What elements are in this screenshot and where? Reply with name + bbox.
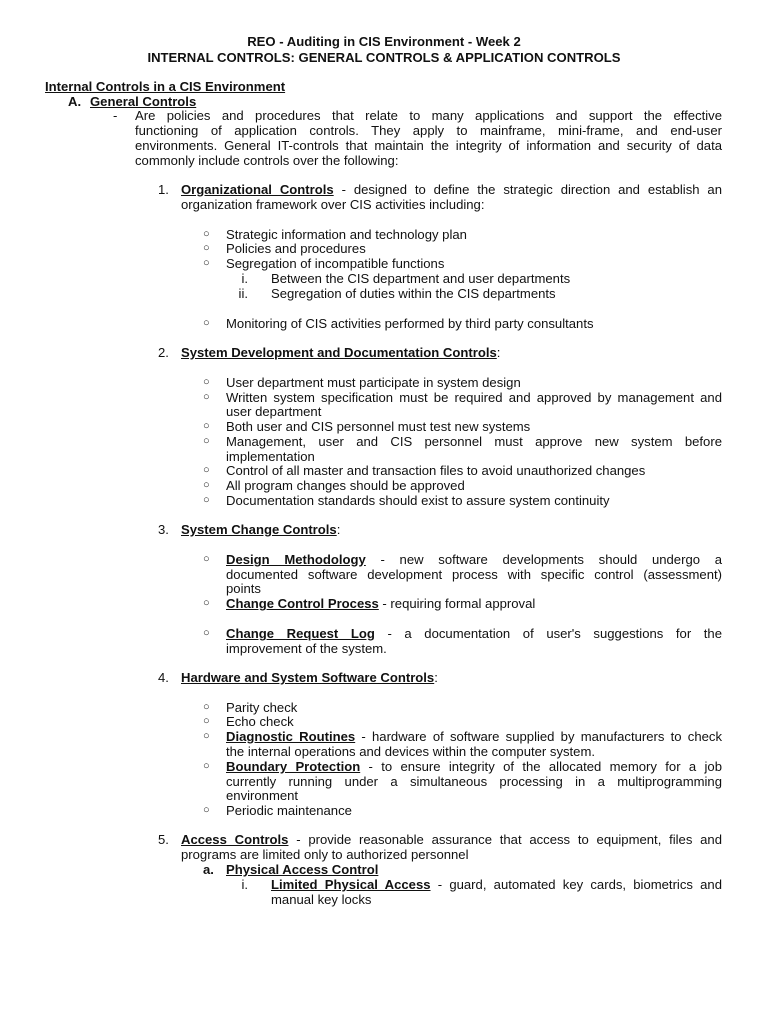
item1-sub-1: Between the CIS department and user departments bbox=[271, 271, 571, 286]
bullet-icon: ○ bbox=[203, 730, 210, 742]
bullet-icon: ○ bbox=[203, 317, 210, 329]
item3-colon: : bbox=[336, 522, 341, 537]
bullet-icon: ○ bbox=[203, 760, 210, 772]
item4-bullet-3-title: Diagnostic Routines bbox=[226, 729, 356, 744]
item1-sub-1-number: i. bbox=[241, 271, 248, 286]
item5-heading-line bbox=[181, 832, 722, 847]
item4-bullet-4-title: Boundary Protection bbox=[226, 759, 361, 774]
subsection-letter: A. bbox=[68, 94, 82, 109]
item2-bullet-2-cont: user department bbox=[226, 404, 322, 419]
item5-sub-i-cont: manual key locks bbox=[271, 892, 372, 907]
bullet-icon: ○ bbox=[203, 391, 210, 403]
document-subtitle: INTERNAL CONTROLS: GENERAL CONTROLS & APPLICATION CONTROLS bbox=[147, 50, 621, 65]
item3-title: System Change Controls bbox=[181, 522, 337, 537]
bullet-icon: ○ bbox=[203, 597, 210, 609]
item5-number: 5. bbox=[158, 832, 169, 847]
item1-bullet-4: Monitoring of CIS activities performed by third party consultants bbox=[226, 316, 594, 331]
item2-title: System Development and Documentation Controls bbox=[181, 345, 497, 360]
bullet-icon: ○ bbox=[203, 435, 210, 447]
intro-line-4: commonly include controls over the following: bbox=[135, 153, 399, 168]
item4-bullet-4-cont: currently running under a simultaneous processing in a multiprogramming bbox=[226, 774, 722, 789]
item1-bullet-2: Policies and procedures bbox=[226, 241, 366, 256]
item1-sub-2: Segregation of duties within the CIS departments bbox=[271, 286, 556, 301]
item1-title: Organizational Controls bbox=[181, 182, 334, 197]
bullet-icon: ○ bbox=[203, 804, 210, 816]
item3-bullet-1-cont-2: points bbox=[226, 581, 261, 596]
item3-bullet-1-title: Design Methodology bbox=[226, 552, 366, 567]
item2-bullet-3: Both user and CIS personnel must test new systems bbox=[226, 419, 531, 434]
item4-colon: : bbox=[434, 670, 438, 685]
intro-line-3: environments. General IT-controls that maintain the integrity of information and security of data bbox=[135, 138, 722, 153]
item3-number: 3. bbox=[158, 522, 169, 537]
bullet-icon: ○ bbox=[203, 257, 210, 269]
bullet-icon: ○ bbox=[203, 627, 210, 639]
item5-sub-i bbox=[271, 877, 722, 892]
item1-heading-line bbox=[181, 182, 722, 197]
item1-desc: - designed to define the strategic direction and establish an bbox=[333, 182, 722, 197]
item3-heading-line bbox=[181, 522, 340, 537]
bullet-icon: ○ bbox=[203, 376, 210, 388]
item5-desc-cont: programs are limited only to authorized personnel bbox=[181, 847, 469, 862]
item4-bullet-4 bbox=[226, 759, 722, 774]
item3-bullet-1-cont: documented software development process with specific control (assessment) bbox=[226, 567, 722, 582]
item4-bullet-4-desc: - to ensure integrity of the allocated memory for a job bbox=[360, 759, 722, 774]
item2-number: 2. bbox=[158, 345, 169, 360]
item3-bullet-3 bbox=[226, 626, 722, 641]
bullet-icon: ○ bbox=[203, 464, 210, 476]
item5-sub-i-title: Limited Physical Access bbox=[271, 877, 431, 892]
item3-bullet-2-title: Change Control Process bbox=[226, 596, 379, 611]
item4-heading-line bbox=[181, 670, 438, 685]
bullet-icon: ○ bbox=[203, 494, 210, 506]
item4-bullet-1: Parity check bbox=[226, 700, 298, 715]
item2-bullet-6: All program changes should be approved bbox=[226, 478, 465, 493]
item4-title: Hardware and System Software Controls bbox=[181, 670, 435, 685]
item1-desc-cont: organization framework over CIS activities including: bbox=[181, 197, 485, 212]
bullet-icon: ○ bbox=[203, 228, 210, 240]
item2-bullet-1: User department must participate in system design bbox=[226, 375, 521, 390]
item1-sub-2-number: ii. bbox=[238, 286, 248, 301]
item5-sub-i-number: i. bbox=[241, 877, 248, 892]
item5-sub-a-letter: a. bbox=[203, 862, 214, 877]
item4-bullet-3 bbox=[226, 729, 722, 744]
document-title: REO - Auditing in CIS Environment - Week 2 bbox=[247, 34, 521, 49]
item4-bullet-4-cont-2: environment bbox=[226, 788, 299, 803]
bullet-icon: ○ bbox=[203, 479, 210, 491]
intro-line-1: Are policies and procedures that relate to many applications and support the effective bbox=[135, 108, 722, 123]
item1-number: 1. bbox=[158, 182, 169, 197]
bullet-icon: ○ bbox=[203, 553, 210, 565]
item3-bullet-2 bbox=[226, 596, 535, 611]
item4-bullet-2: Echo check bbox=[226, 714, 294, 729]
section-heading: Internal Controls in a CIS Environment bbox=[45, 79, 286, 94]
item5-title: Access Controls bbox=[181, 832, 289, 847]
bullet-icon: ○ bbox=[203, 420, 210, 432]
item3-bullet-3-desc: - a documentation of user's suggestions for the bbox=[374, 626, 722, 641]
item3-bullet-3-cont: improvement of the system. bbox=[226, 641, 387, 656]
item2-colon: : bbox=[496, 345, 501, 360]
intro-dash: - bbox=[113, 108, 118, 123]
intro-line-2: functioning of application controls. They apply to mainframe, mini-frame, and end-user bbox=[135, 123, 722, 138]
item2-bullet-5: Control of all master and transaction files to avoid unauthorized changes bbox=[226, 463, 646, 478]
bullet-icon: ○ bbox=[203, 701, 210, 713]
subsection-title: General Controls bbox=[90, 94, 197, 109]
item2-bullet-4: Management, user and CIS personnel must approve new system before bbox=[226, 434, 722, 449]
item4-bullet-3-cont: the internal operations and devices within the computer system. bbox=[226, 744, 596, 759]
item3-bullet-1 bbox=[226, 552, 722, 567]
item5-sub-a-title: Physical Access Control bbox=[226, 862, 379, 877]
item2-heading-line bbox=[181, 345, 500, 360]
item2-bullet-2: Written system specification must be required and approved by management and bbox=[226, 390, 722, 405]
item2-bullet-7: Documentation standards should exist to assure system continuity bbox=[226, 493, 610, 508]
item3-bullet-3-title: Change Request Log bbox=[226, 626, 375, 641]
item2-bullet-4-cont: implementation bbox=[226, 449, 315, 464]
bullet-icon: ○ bbox=[203, 715, 210, 727]
item3-bullet-2-desc: - requiring formal approval bbox=[378, 596, 536, 611]
item4-bullet-3-desc: - hardware of software supplied by manufacturers to check bbox=[355, 729, 723, 744]
item3-bullet-1-desc: - new software developments should undergo a bbox=[365, 552, 722, 567]
item4-bullet-5: Periodic maintenance bbox=[226, 803, 352, 818]
item1-bullet-3: Segregation of incompatible functions bbox=[226, 256, 445, 271]
bullet-icon: ○ bbox=[203, 242, 210, 254]
item5-sub-i-desc: - guard, automated key cards, biometrics and bbox=[430, 877, 722, 892]
item5-desc: - provide reasonable assurance that access to equipment, files and bbox=[288, 832, 722, 847]
item4-number: 4. bbox=[158, 670, 169, 685]
item1-bullet-1: Strategic information and technology plan bbox=[226, 227, 467, 242]
